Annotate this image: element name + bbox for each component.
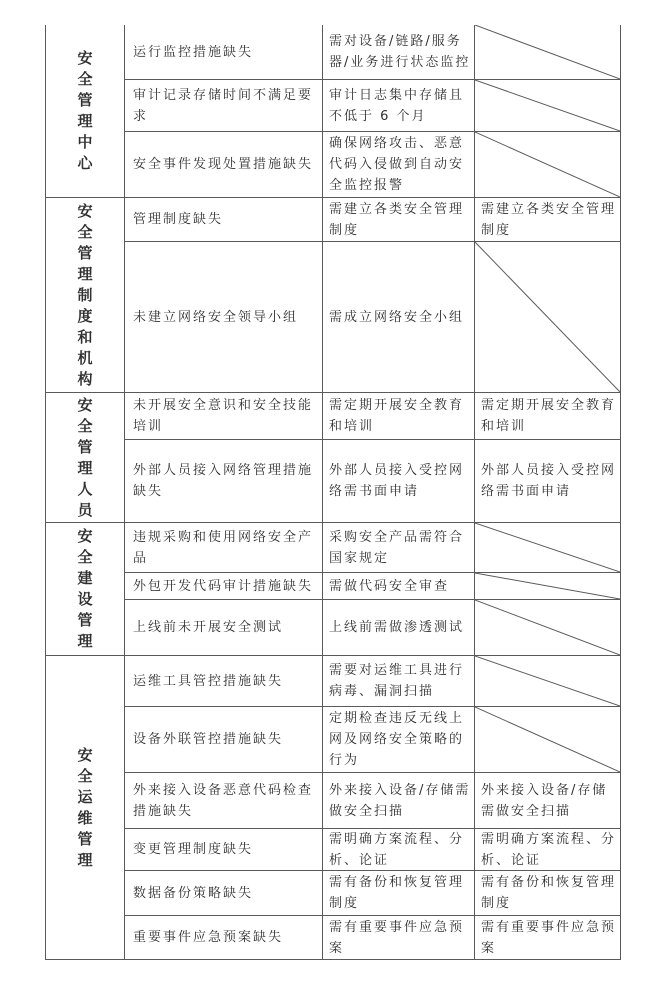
issue-cell: 违规采购和使用网络安全产品 — [125, 523, 323, 572]
issue-cell: 重要事件应急预案缺失 — [125, 916, 323, 959]
issue-cell: 管理制度缺失 — [125, 198, 323, 241]
status-cell: 需定期开展安全教育和培训 — [475, 393, 621, 439]
table-row — [125, 829, 621, 871]
table-row — [125, 707, 621, 773]
issue-cell: 外来接入设备恶意代码检查措施缺失 — [125, 773, 323, 828]
category-cell — [46, 523, 125, 656]
table-section — [46, 393, 621, 523]
status-cell — [475, 80, 621, 131]
fix-cell: 需有重要事件应急预案 — [323, 916, 475, 959]
diagonal-slash-icon — [475, 573, 620, 599]
table-section — [46, 523, 621, 656]
status-cell: 外部人员接入受控网络需书面申请 — [475, 440, 621, 522]
category-cell — [46, 198, 125, 393]
table-section — [46, 656, 621, 960]
issue-cell: 安全事件发现处置措施缺失 — [125, 132, 323, 197]
fix-cell: 确保网络攻击、恶意代码入侵做到自动安全监控报警 — [323, 132, 475, 197]
status-cell — [475, 600, 621, 655]
status-cell — [475, 573, 621, 599]
table-row — [125, 440, 621, 523]
fix-cell: 需做代码安全审查 — [323, 573, 475, 599]
status-cell — [475, 656, 621, 706]
table-row — [125, 393, 621, 440]
issue-cell: 变更管理制度缺失 — [125, 829, 323, 870]
diagonal-slash-icon — [475, 80, 620, 131]
table-row — [125, 198, 621, 242]
category-cell — [46, 393, 125, 523]
issue-cell: 外部人员接入网络管理措施缺失 — [125, 440, 323, 522]
status-cell — [475, 242, 621, 392]
fix-cell: 需成立网络安全小组 — [323, 242, 475, 392]
fix-cell: 上线前需做渗透测试 — [323, 600, 475, 655]
table-row — [125, 80, 621, 132]
diagonal-slash-icon — [475, 25, 620, 79]
fix-cell: 需要对运维工具进行病毒、漏洞扫描 — [323, 656, 475, 706]
status-cell: 需明确方案流程、分析、论证 — [475, 829, 621, 870]
diagonal-slash-icon — [475, 707, 620, 772]
issue-cell: 设备外联管控措施缺失 — [125, 707, 323, 772]
fix-cell: 定期检查违反无线上网及网络安全策略的行为 — [323, 707, 475, 772]
status-cell: 需建立各类安全管理制度 — [475, 198, 621, 241]
issue-cell: 运行监控措施缺失 — [125, 25, 323, 79]
audit-table — [45, 25, 621, 960]
diagonal-slash-icon — [475, 242, 620, 392]
fix-cell: 需明确方案流程、分析、论证 — [323, 829, 475, 870]
fix-cell: 需对设备/链路/服务器/业务进行状态监控 — [323, 25, 475, 79]
fix-cell: 需建立各类安全管理制度 — [323, 198, 475, 241]
status-cell — [475, 707, 621, 772]
issue-cell: 数据备份策略缺失 — [125, 871, 323, 915]
issue-cell: 上线前未开展安全测试 — [125, 600, 323, 655]
status-cell — [475, 523, 621, 572]
category-label: 安全管理制度和机构 — [77, 201, 93, 388]
table-section — [46, 25, 621, 198]
fix-cell: 需有备份和恢复管理制度 — [323, 871, 475, 915]
issue-cell: 未建立网络安全领导小组 — [125, 242, 323, 392]
table-row — [125, 600, 621, 656]
issue-cell: 外包开发代码审计措施缺失 — [125, 573, 323, 599]
status-cell — [475, 132, 621, 197]
category-cell — [46, 25, 125, 198]
table-row — [125, 916, 621, 960]
fix-cell: 外部人员接入受控网络需书面申请 — [323, 440, 475, 522]
table-row — [125, 871, 621, 916]
table-row — [125, 773, 621, 829]
category-label: 安全建设管理 — [77, 527, 93, 650]
category-label: 安全管理中心 — [77, 49, 93, 172]
status-cell: 需有重要事件应急预案 — [475, 916, 621, 959]
issue-cell: 运维工具管控措施缺失 — [125, 656, 323, 706]
fix-cell: 外来接入设备/存储需做安全扫描 — [323, 773, 475, 828]
table-row — [125, 25, 621, 80]
status-cell — [475, 25, 621, 79]
category-cell — [46, 656, 125, 960]
fix-cell: 采购安全产品需符合国家规定 — [323, 523, 475, 572]
table-section — [46, 198, 621, 393]
table-row — [125, 573, 621, 600]
issue-cell: 审计记录存储时间不满足要求 — [125, 80, 323, 131]
diagonal-slash-icon — [475, 600, 620, 655]
table-row — [125, 242, 621, 393]
issue-cell: 未开展安全意识和安全技能培训 — [125, 393, 323, 439]
status-cell: 外来接入设备/存储需做安全扫描 — [475, 773, 621, 828]
status-cell: 需有备份和恢复管理制度 — [475, 871, 621, 915]
table-row — [125, 132, 621, 198]
fix-cell: 需定期开展安全教育和培训 — [323, 393, 475, 439]
category-label: 安全管理人员 — [77, 395, 93, 519]
fix-cell: 审计日志集中存储且不低于 6 个月 — [323, 80, 475, 131]
category-label: 安全运维管理 — [77, 745, 93, 869]
diagonal-slash-icon — [475, 523, 620, 572]
diagonal-slash-icon — [475, 656, 620, 706]
table-row — [125, 656, 621, 707]
diagonal-slash-icon — [475, 132, 620, 197]
table-row — [125, 523, 621, 573]
